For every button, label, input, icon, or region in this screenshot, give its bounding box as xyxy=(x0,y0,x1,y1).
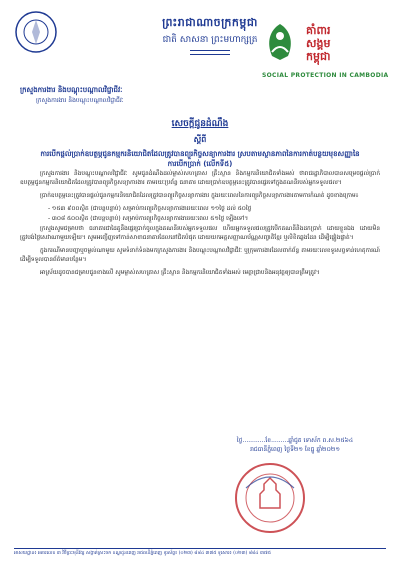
body-paragraph-5: អាស្រ័យដូចបានជម្រាបជូនខាងលើ សូមម្ចាស់សហគ្រាស គ្រឹះស្ថាន និងកម្មករនិយោជិតទាំងអស់ មេត្តាជ្រាបនិងអនុវត្តឲ្យបានត្រឹមត្រូវ។ xyxy=(40,270,320,276)
sender-ministry: ក្រសួងការងារ និងបណ្តុះបណ្តាលវិជ្ជាជីវៈ xyxy=(20,86,123,94)
notice-subject-label: ស្តីពី xyxy=(193,135,207,144)
logo-khmer-text: គាំពារ សង្គម កម្ពុជា xyxy=(306,24,331,63)
social-protection-logo-mark-icon xyxy=(262,22,298,62)
ministry-emblem-icon xyxy=(12,8,60,56)
logo-english-text: SOCIAL PROTECTION IN CAMBODIA xyxy=(262,72,389,79)
sender-unit: ក្រសួងការងារ និងបណ្តុះបណ្តាលវិជ្ជាជីវៈ xyxy=(36,97,124,104)
body-paragraph-3: ក្រសួងសូមជម្រាបថា ធនាគារជាដៃគូនឹងផ្ទេរប្រាក់ចូលក្នុងគណនីរបស់អ្នកទទួលផល ហើយអ្នកទទួលផលត្រូវបើកគណនីនិងដកប្រាក់ ដោយខ្លួនឯង ដោយមិនត្រូវបង់ថ្លៃសេវាណាមួយឡើយ។ សូមអញ្ជើញទៅកាន់សាខាធនាគារដែលនៅជិតបំផុត ដោយយកអត្តសញ្ញាណប័ណ្ណសញ្ជាតិខ្មែរ ឬលិខិតឆ្លងដែន ដើម្បីផ្ទៀងផ្ទាត់។ xyxy=(20,226,380,241)
national-motto: ជាតិ សាសនា ព្រះមហាក្សត្រ xyxy=(162,35,258,45)
signature-block xyxy=(210,436,380,454)
official-seal-icon xyxy=(230,458,310,538)
body-list-item-1: - ១៥៣ ៩០០ស្ថិត (ជាបន្តបន្ទាប់) សម្រាប់ការព្យួរកិច្ចសន្យាការងាររយៈពេល ១១ថ្ងៃ ដល់ ៥០ថ្ងៃ xyxy=(48,206,252,212)
header-ornament xyxy=(190,50,230,55)
kingdom-header xyxy=(150,16,270,55)
solar-date-line: រាជធានីភ្នំពេញ ថ្ងៃទី២១ ខែធ្នូ ឆ្នាំ២០២១ xyxy=(250,446,340,453)
body-list-item-2: - ៣០៨ ៥០០ស្ថិត (ជាបន្តបន្ទាប់) សម្រាប់ការព្យួរកិច្ចសន្យាការងាររយៈពេល ៥១ថ្ងៃ ឡើងទៅ។ xyxy=(48,216,249,222)
body-paragraph-2: ប្រាក់ឧបត្ថម្ភនេះត្រូវបានផ្តល់ជូនកម្មករនិយោជិតដែលត្រូវបានព្យួរកិច្ចសន្យាការងារ ក្នុងរយៈពេលនៃការព្យួរកិច្ចសន្យាការងារតាមការកំណត់ ដូចខាងក្រោម៖ xyxy=(40,193,359,199)
lunar-date-line: ថ្ងៃ............ខែ.........ឆ្នាំជូត ទោស័ក ព.ស.២៥៦៤ xyxy=(236,437,354,444)
social-protection-logo xyxy=(262,22,392,102)
body-paragraph-4: ក្នុងករណីមានបញ្ហាឬចម្ងល់ណាមួយ សូមទំនាក់ទំនងមកក្រសួងការងារ និងបណ្តុះបណ្តាលវិជ្ជាជីវៈ ឬក្រុមការងារដែលពាក់ព័ន្ធ តាមរយៈលេខទូរសព្ទទាន់ហេតុការណ៍ ដើម្បីទទួលបានព័ត៌មានបន្ថែម។ xyxy=(20,248,380,263)
notice-subject: ការបើកផ្តល់ប្រាក់ឧបត្ថម្ភជូនកម្មករនិយោជិតដែលត្រូវបានព្យួរកិច្ចសន្យាការងារ ស្របតាមស្ថានភាពនៃការកាត់បន្ថយមុខសញ្ញានៃការបើកប្រាក់ (លើកទី៥) xyxy=(40,150,360,168)
kingdom-title: ព្រះរាជាណាចក្រកម្ពុជា xyxy=(162,16,258,29)
footer-address: អាសយដ្ឋាន៖ អគារលេខ ៣ វិថីព្រះមុនីវង្ស សង្កាត់ស្រះចក ខណ្ឌដូនពេញ រាជធានីភ្នំពេញ ទូរស័ព្ទ៖ (០២៣) ៨៨៤ ៣៧៥ ទូរសារ៖ (០២៣) ៨៨៤ ៣៧៥ xyxy=(14,548,386,557)
body-paragraph-1: ក្រសួងការងារ និងបណ្តុះបណ្តាលវិជ្ជាជីវៈ សូមជូនដំណឹងដល់ម្ចាស់សហគ្រាស គ្រឹះស្ថាន និងកម្មករនិយោជិតទាំងអស់ ថារាជរដ្ឋាភិបាលបានសម្រេចផ្តល់ប្រាក់ឧបត្ថម្ភជូនកម្មករនិយោជិតដែលត្រូវបានព្យួរកិច្ចសន្យាការងារ តាមរយៈប្រព័ន្ធ ធនាគារ ដោយប្រាក់ឧបត្ថម្ភនេះត្រូវបានផ្ទេរទៅក្នុងគណនីរបស់អ្នកទទួលផល។ xyxy=(20,171,380,186)
notice-body xyxy=(20,170,380,282)
notice-title-block xyxy=(40,118,360,169)
notice-heading: សេចក្តីជូនដំណឹង xyxy=(171,119,229,129)
